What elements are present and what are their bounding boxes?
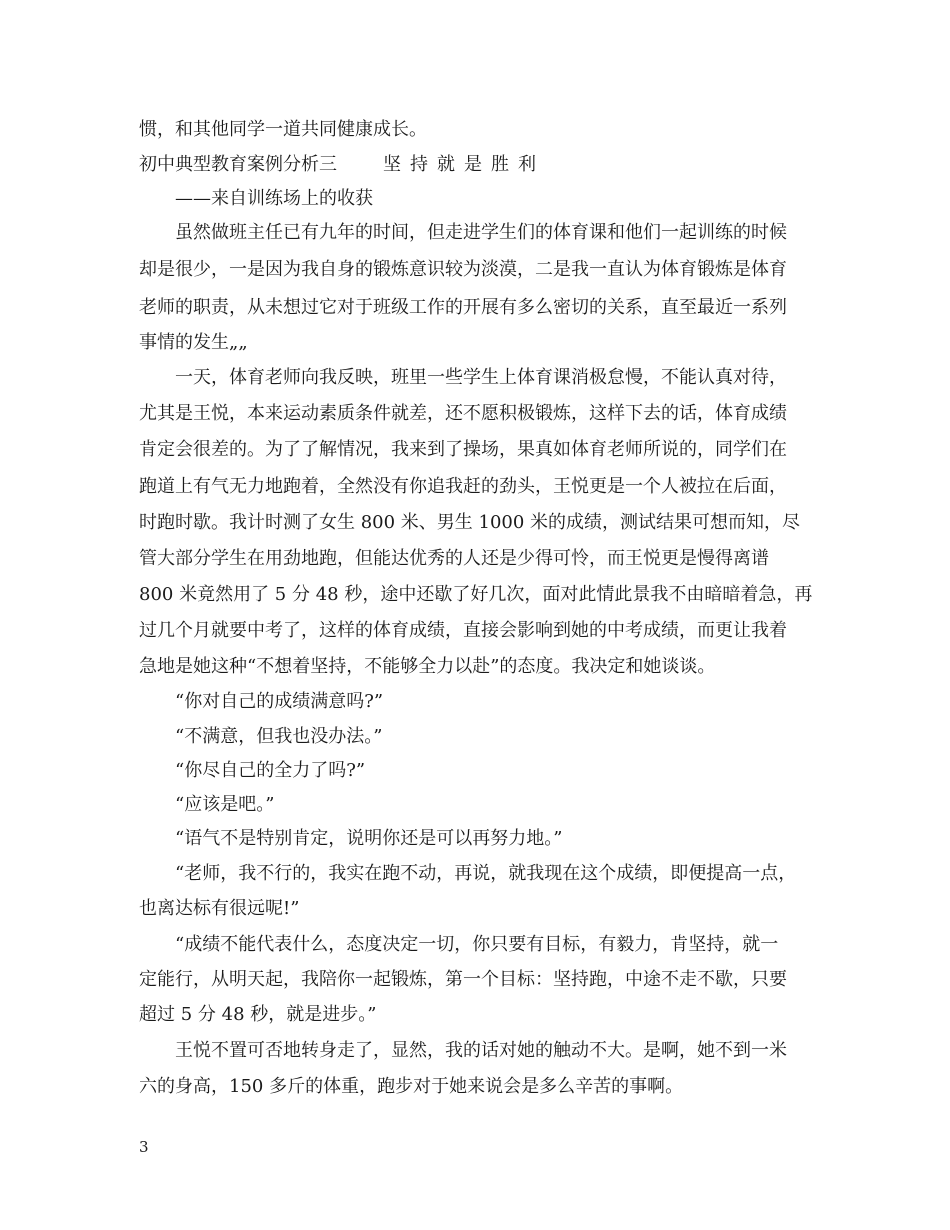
dialogue-line: “应该是吧。” xyxy=(175,794,275,815)
paragraph2-line: 肯定会很差的。为了了解情况，我来到了操场，果真如体育老师所说的，同学们在 xyxy=(139,439,787,460)
paragraph2-line: 急地是她这种“不想着坚持，不能够全力以赴”的态度。我决定和她谈谈。 xyxy=(139,656,716,677)
paragraph4-line: 超过 5 分 48 秒，就是进步。” xyxy=(139,1004,377,1025)
paragraph1-line: 老师的职责，从未想过它对于班级工作的开展有多么密切的关系，直至最近一系列 xyxy=(139,297,787,318)
paragraph2-line: 尤其是王悦，本来运动素质条件就差，还不愿积极锻炼，这样下去的话，体育成绩 xyxy=(139,403,787,424)
paragraph3-line: 也离达标有很远呢!” xyxy=(139,898,300,919)
paragraph4-line: 定能行，从明天起，我陪你一起锻炼，第一个目标：坚持跑，中途不走不歇，只要 xyxy=(139,969,787,990)
dialogue-line: “你尽自己的全力了吗?” xyxy=(175,760,366,781)
dialogue-line: “你对自己的成绩满意吗?” xyxy=(175,691,384,712)
paragraph4-line: “成绩不能代表什么，态度决定一切，你只要有目标，有毅力，肯坚持，就一 xyxy=(175,934,779,955)
paragraph2-line: 跑道上有气无力地跑着，全然没有你追我赶的劲头，王悦更是一个人被拉在后面， xyxy=(139,476,787,497)
paragraph3-line: “老师，我不行的，我实在跑不动，再说，就我现在这个成绩，即便提高一点， xyxy=(175,863,797,884)
paragraph2-line: 时跑时歇。我计时测了女生 800 米、男生 1000 米的成绩，测试结果可想而知，尽 xyxy=(139,512,801,533)
paragraph5-line: 六的身高，150 多斤的体重，跑步对于她来说会是多么辛苦的事啊。 xyxy=(139,1076,684,1097)
continuation-line: 惯，和其他同学一道共同健康成长。 xyxy=(139,119,427,140)
section-subtitle-from: ——来自训练场上的收获 xyxy=(175,188,373,209)
paragraph2-line: 一天，体育老师向我反映，班里一些学生上体育课消极怠慢，不能认真对待， xyxy=(175,367,787,388)
paragraph2-line: 过几个月就要中考了，这样的体育成绩，直接会影响到她的中考成绩，而更让我着 xyxy=(139,620,787,641)
section-subtitle-main: 坚持就是胜利 xyxy=(383,154,545,175)
page-number: 3 xyxy=(139,1138,149,1156)
paragraph2-line: 管大部分学生在用劲地跑，但能达优秀的人还是少得可怜，而王悦更是慢得离谱 xyxy=(139,548,769,569)
dialogue-line: “语气不是特别肯定，说明你还是可以再努力地。” xyxy=(175,828,563,849)
paragraph1-line: 虽然做班主任已有九年的时间，但走进学生们的体育课和他们一起训练的时候 xyxy=(175,222,787,243)
section-title: 初中典型教育案例分析三 xyxy=(139,154,337,175)
paragraph1-line: 却是很少，一是因为我自身的锻炼意识较为淡漠，二是我一直认为体育锻炼是体育 xyxy=(139,259,787,280)
paragraph2-line: 800 米竟然用了 5 分 48 秒，途中还歇了好几次，面对此情此景我不由暗暗着急，再 xyxy=(139,584,813,605)
paragraph5-line: 王悦不置可否地转身走了，显然，我的话对她的触动不大。是啊，她不到一米 xyxy=(175,1040,787,1061)
paragraph1-line: 事情的发生„„ xyxy=(139,332,248,353)
dialogue-line: “不满意，但我也没办法。” xyxy=(175,726,383,747)
